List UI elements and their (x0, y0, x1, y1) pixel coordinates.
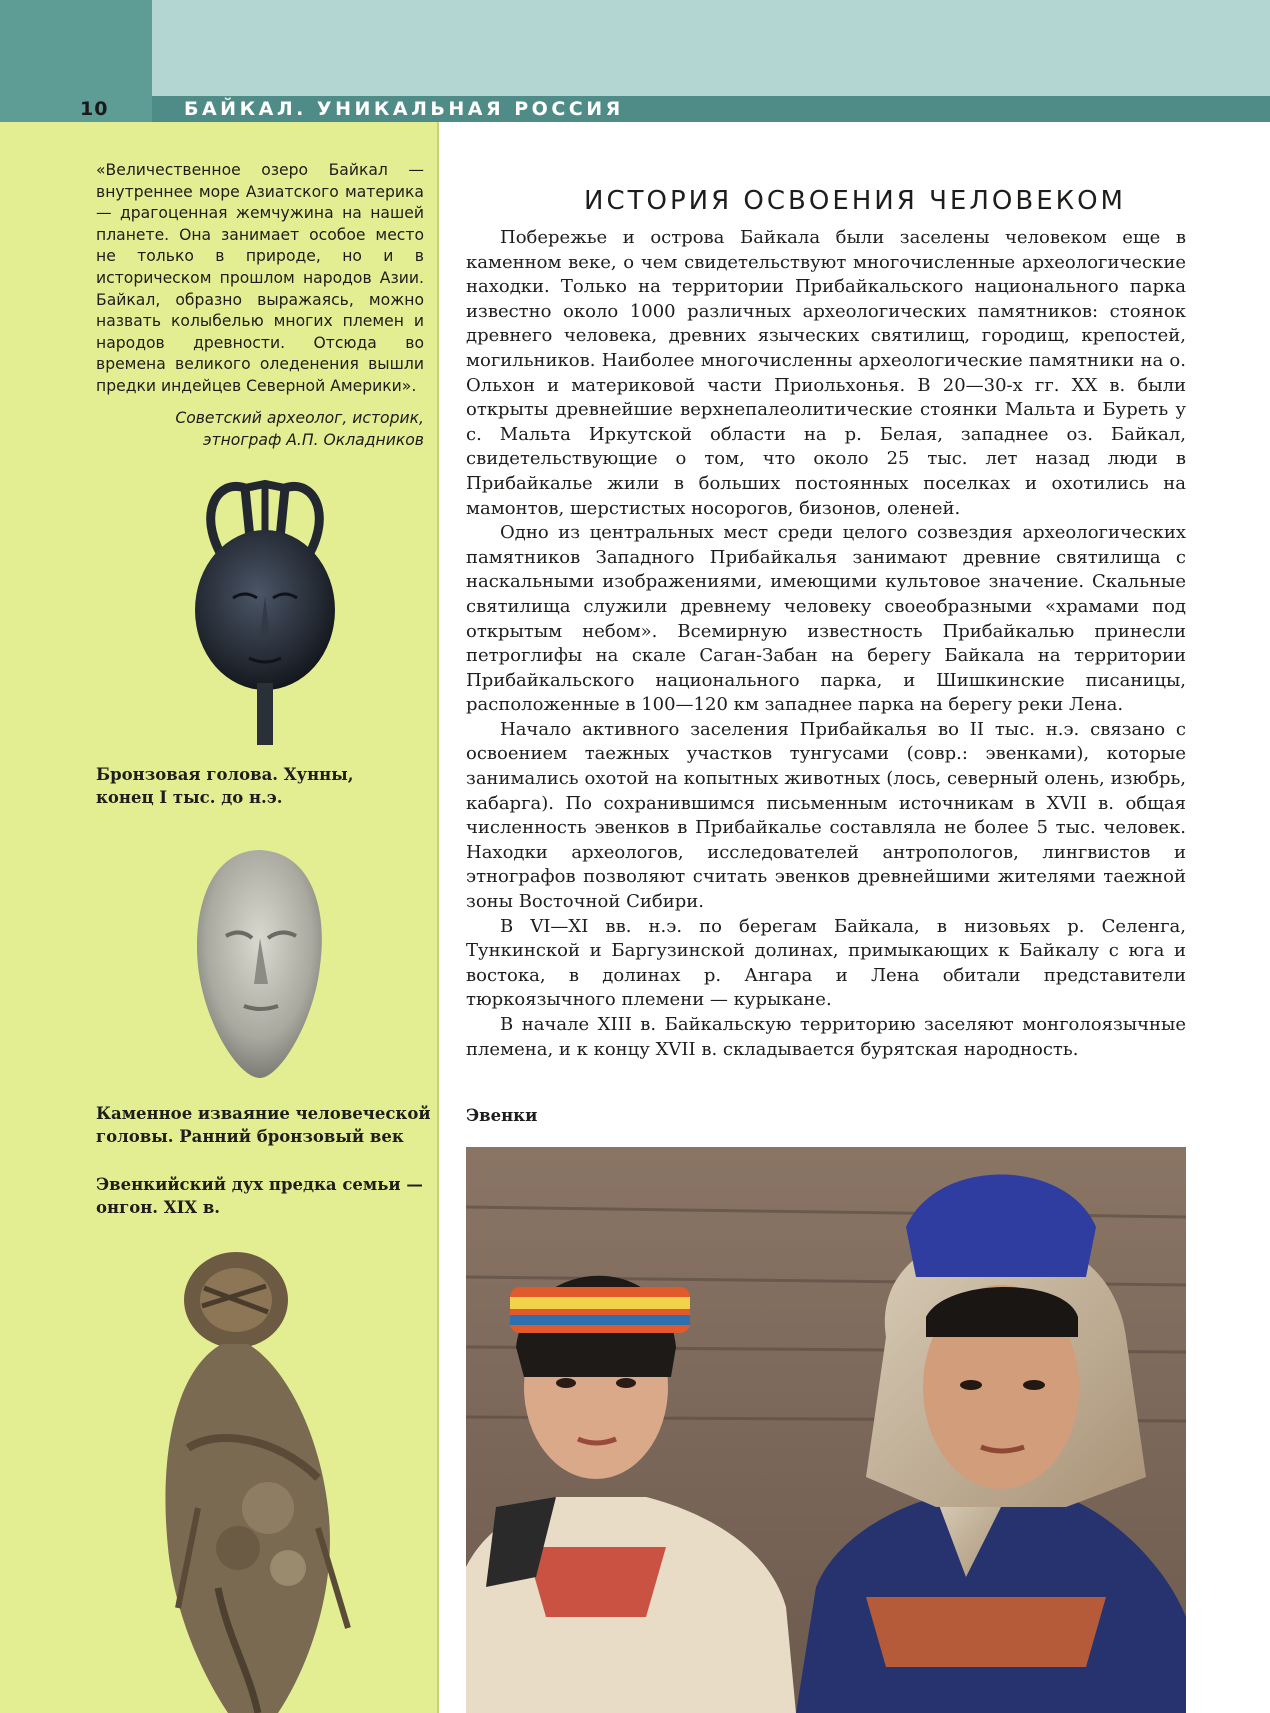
article-paragraph: Одно из центральных мест среди целого созвездия археологических памятников Западного Прибайкалья занимают древние святилища с наскальными изображениями, имеющими культовое значение. Скальные святилища служили древнему человеку своеобразными «храмами под открытым небом». Всемирную известность Прибайкалью принесли петроглифы на скале Саган-Забан на берегу Байкала на территории Прибайкальского национального парка, и Шишкинские писаницы, расположенные в 100—120 км западнее парка на берегу реки Лена. (466, 522, 1186, 716)
caption-stone-head (96, 1102, 431, 1148)
article-paragraph: В VI—XI вв. н.э. по берегам Байкала, в низовьях р. Селенга, Тункинской и Баргузинской долинах, примыкающих к Байкалу с юга и востока, в долинах р. Ангара и Лена обитали представители тюркоязычного племени — курыкане. (466, 915, 1186, 1011)
epigraph-author (150, 408, 424, 451)
caption-line: Каменное изваяние человеческой (96, 1104, 431, 1123)
header-band (152, 0, 1270, 96)
caption-line: Бронзовая голова. Хунны, (96, 765, 354, 784)
article-paragraph: Начало активного заселения Прибайкалья во II тыс. н.э. связано с освоением таежных участков тунгусами (совр.: эвенками), которые занимались охотой на копытных животных (лось, северный олень, изюбрь, кабарга). По сохранившимся письменным источникам в XVII в. общая численность эвенков в Прибайкалье составляла не более 5 тыс. человек. Находки археологов, исследователей антропологов, лингвистов и этнографов позволяют считать эвенков древнейшими жителями таежной зоны Восточной Сибири. (466, 718, 1186, 913)
running-title: БАЙКАЛ. УНИКАЛЬНАЯ РОССИЯ (184, 98, 624, 120)
epigraph-quote: «Величественное озеро Байкал — внутреннее море Азиатского материка — драгоценная жемчужина на нашей планете. Она занимает особое место не только в природе, но и в историческом прошлом народов Азии. Байкал, образно выражаясь, можно назвать колыбелью многих племен и народов древности. Отсюда во времена великого оледенения вышли предки индейцев Северной Америки». (96, 161, 424, 395)
header-accent-block (0, 0, 152, 122)
epigraph-author-line: Советский археолог, историк, (175, 409, 424, 427)
bronze-head-image (175, 478, 355, 750)
epigraph-author-line: этнограф А.П. Окладников (202, 430, 424, 449)
caption-line: Эвенкийский дух предка семьи — (96, 1175, 423, 1194)
photo-caption: Эвенки (466, 1106, 538, 1125)
caption-bronze-head (96, 763, 354, 809)
page-number: 10 (80, 98, 109, 120)
ongon-figure-image (118, 1248, 384, 1713)
caption-line: онгон. XIX в. (96, 1198, 221, 1217)
article-paragraph: Побережье и острова Байкала были заселены человеком еще в каменном веке, о чем свидетельствуют многочисленные археологические находки. Только на территории Прибайкальского национального парка известно около 1000 различных археологических памятников: стоянок древнего человека, древних языческих святилищ, городищ, крепостей, могильников. Наиболее многочисленны археологические памятники на о. Ольхон и материковой части Приольхонья. В 20—30-х гг. XX в. были открыты древнейшие верхнепалеолитические стоянки Мальта и Буреть у с. Мальта Иркутской области на р. Белая, западнее оз. Байкал, свидетельствующие о том, что около 25 тыс. лет назад люди в Прибайкалье жили в больших постоянных поселках и охотились на мамонтов, шерстистых носорогов, бизонов, оленей. (466, 227, 1186, 519)
caption-ongon (96, 1173, 423, 1219)
evenki-photo (466, 1147, 1186, 1713)
caption-line: конец I тыс. до н.э. (96, 788, 283, 807)
article-paragraph: В начале XIII в. Байкальскую территорию заселяют монголоязычные племена, и к концу XVII в. складывается бурятская народность. (466, 1014, 1186, 1060)
article-title: ИСТОРИЯ ОСВОЕНИЯ ЧЕЛОВЕКОМ (584, 186, 1126, 217)
sidebar-divider (437, 122, 439, 1713)
caption-line: головы. Ранний бронзовый век (96, 1127, 404, 1146)
article-body (466, 226, 1186, 1062)
stone-head-image (190, 846, 330, 1082)
